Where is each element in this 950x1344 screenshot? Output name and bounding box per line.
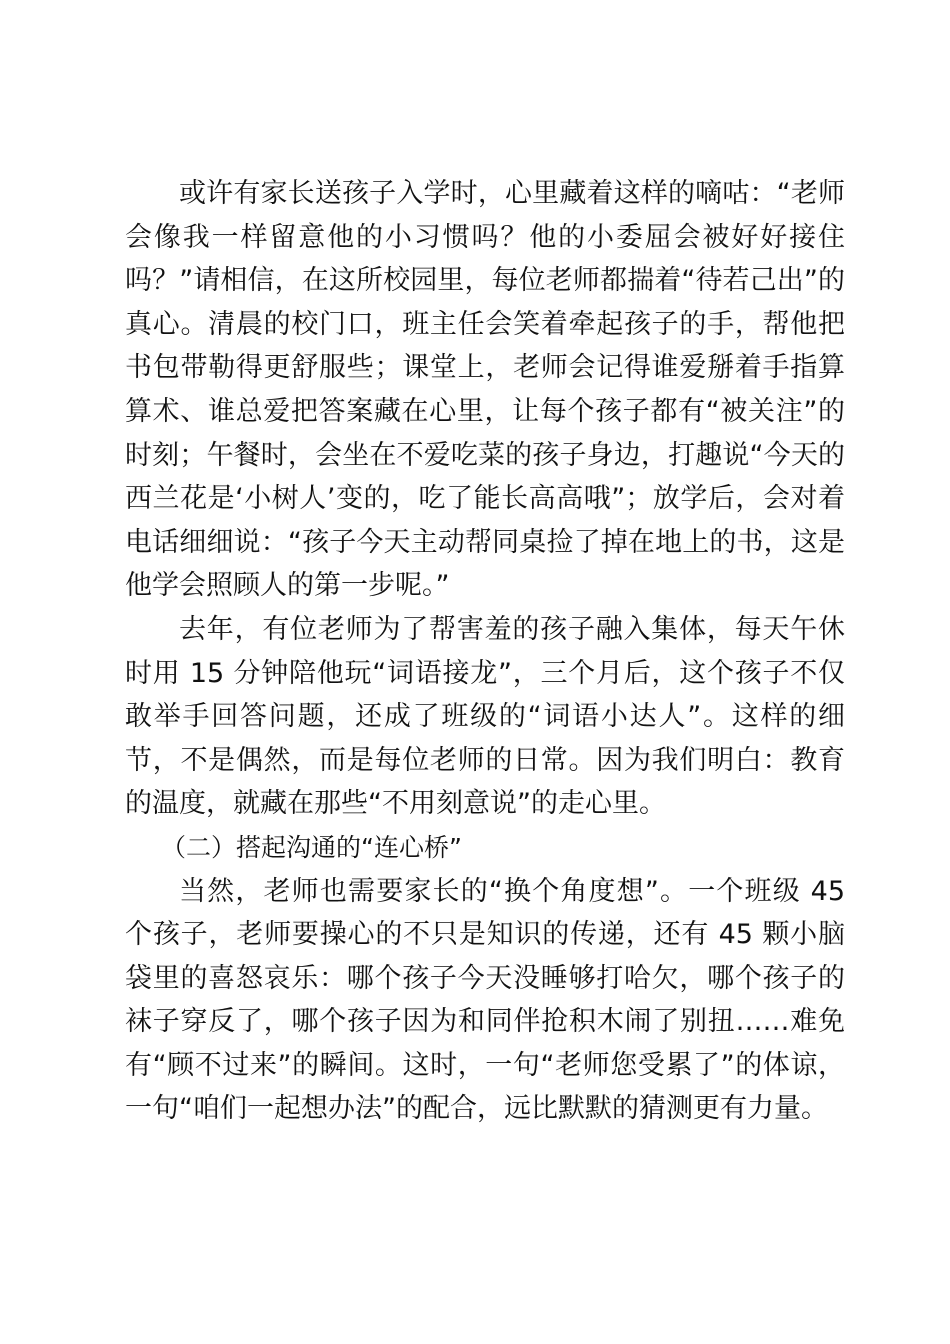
document-body	[125, 172, 845, 1131]
paragraph-communication: 当然，老师也需要家长的“换个角度想”。一个班级 45 个孩子，老师要操心的不只是知识的传递，还有 45 颗小脑袋里的喜怒哀乐：哪个孩子今天没睡够打哈欠，哪个孩子的袜子穿反了，哪个孩子因为和同伴抢积木闹了别扭……难免有“顾不过来”的瞬间。这时，一句“老师您受累了”的体谅，一句“咱们一起想办法”的配合，远比默默的猜测更有力量。	[125, 875, 845, 1125]
paragraph-teacher-story: 去年，有位老师为了帮害羞的孩子融入集体，每天午休时用 15 分钟陪他玩“词语接龙”，三个月后，这个孩子不仅敢举手回答问题，还成了班级的“词语小达人”。这样的细节，不是偶然，而是每位老师的日常。因为我们明白：教育的温度，就藏在那些“不用刻意说”的走心里。	[125, 613, 845, 820]
section-subheading: （二）搭起沟通的“连心桥”	[161, 832, 462, 862]
paragraph-parent-concerns: 或许有家长送孩子入学时，心里藏着这样的嘀咕：“老师会像我一样留意他的小习惯吗？他的小委屈会被好好接住吗？”请相信，在这所校园里，每位老师都揣着“待若己出”的真心。清晨的校门口，班主任会笑着牵起孩子的手，帮他把书包带勒得更舒服些；课堂上，老师会记得谁爱掰着手指算算术、谁总爱把答案藏在心里，让每个孩子都有“被关注”的时刻；午餐时，会坐在不爱吃菜的孩子身边，打趣说“今天的西兰花是‘小树人’变的，吃了能长高高哦”；放学后，会对着电话细细说：“孩子今天主动帮同桌捡了掉在地上的书，这是他学会照顾人的第一步呢。”	[125, 178, 845, 602]
